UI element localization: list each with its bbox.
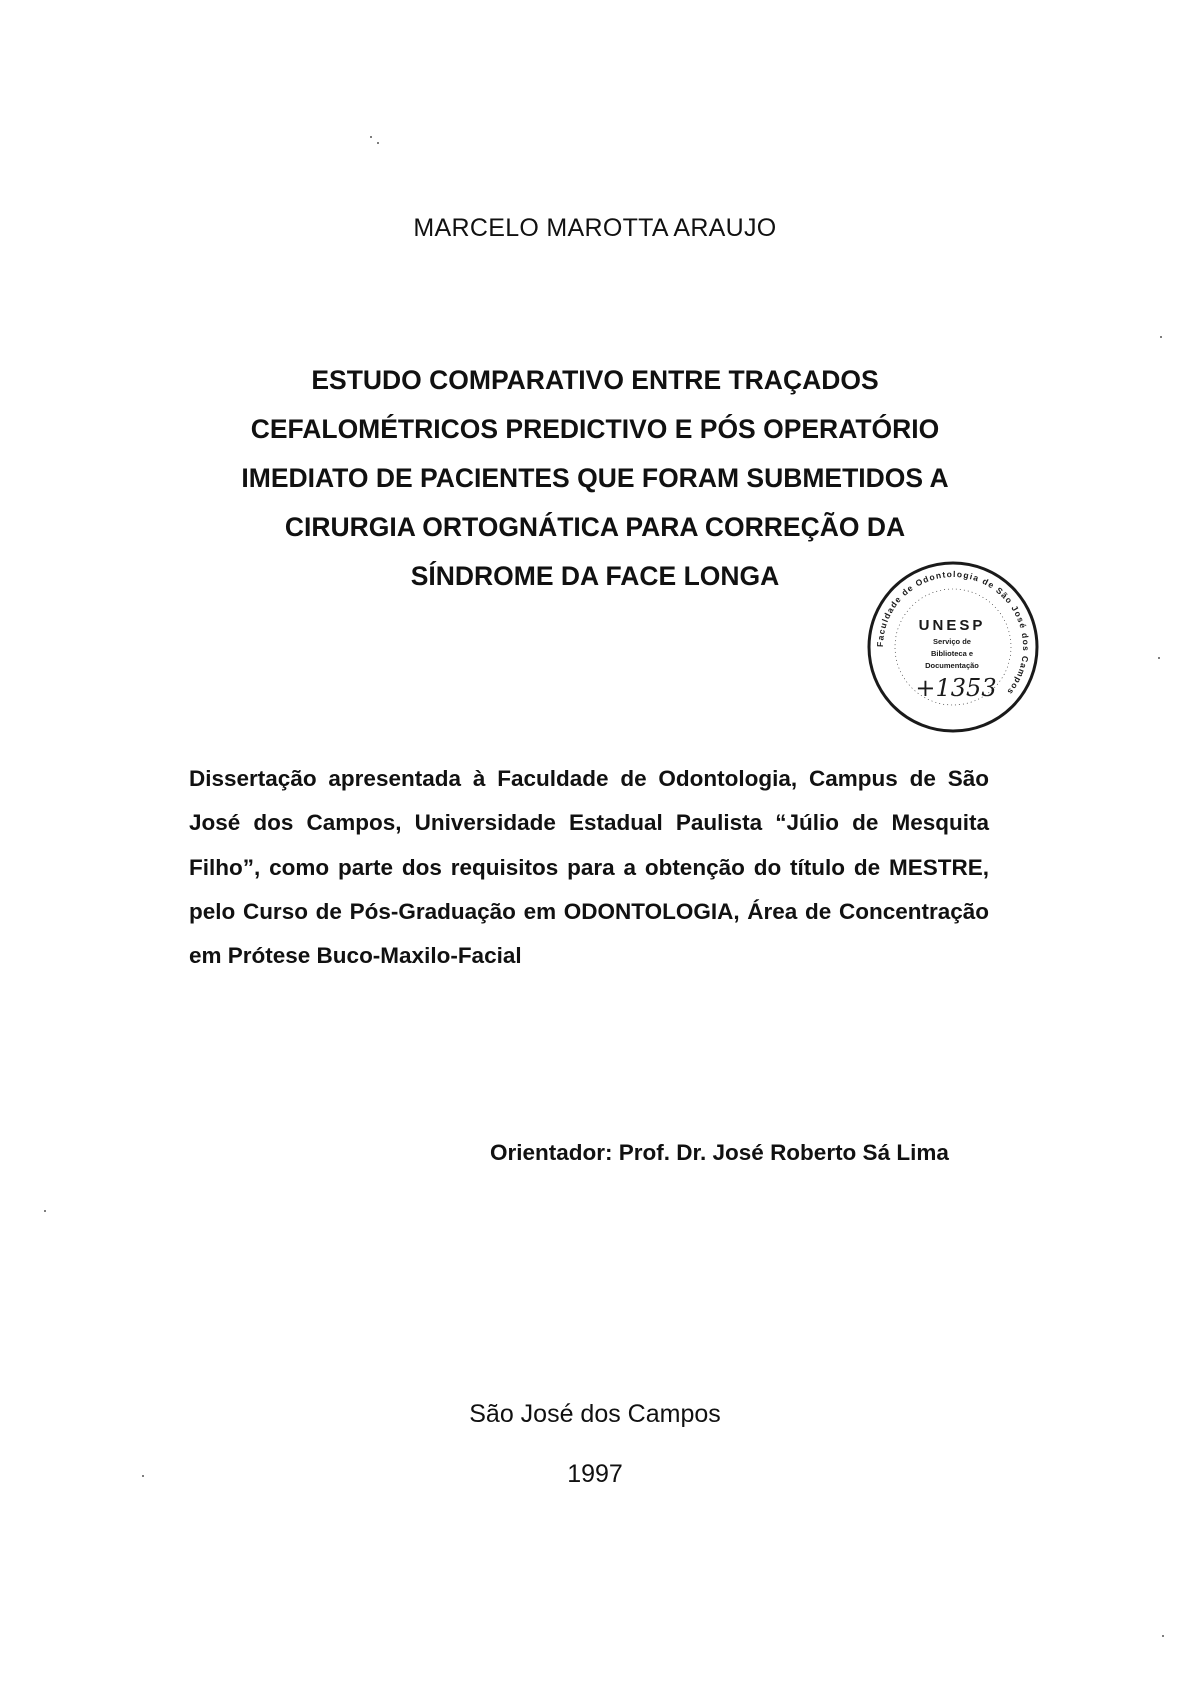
stamp-seal-icon [864,558,1042,736]
stamp-line: Serviço de [933,637,971,646]
year: 1997 [567,1460,623,1488]
stamp-line: Biblioteca e [930,649,974,658]
scan-speck [377,142,379,144]
scan-speck [44,1210,46,1212]
stamp-unesp: UNESP [918,617,986,634]
scan-speck [1162,1635,1164,1637]
library-stamp [864,558,1042,736]
city: São José dos Campos [469,1400,721,1428]
stamp-line: Documentação [925,661,979,670]
stamp-handwritten-number: +1353 [915,674,997,702]
scan-speck [1160,336,1162,338]
advisor-line: Orientador: Prof. Dr. José Roberto Sá Lima [490,1140,949,1165]
scan-speck [1158,657,1160,659]
title-line: SÍNDROME DA FACE LONGA [410,561,780,591]
scan-speck [370,136,372,138]
title-line: IMEDIATO DE PACIENTES QUE FORAM SUBMETIDOS A [241,463,949,493]
title-line: CIRURGIA ORTOGNÁTICA PARA CORREÇÃO DA [284,512,906,542]
title-line: CEFALOMÉTRICOS PREDICTIVO E PÓS OPERATÓRIO [250,414,940,444]
author-name: MARCELO MAROTTA ARAUJO [413,214,777,242]
title-line: ESTUDO COMPARATIVO ENTRE TRAÇADOS [311,365,879,395]
stamp-ring-text: Faculdade de Odontologia de São José dos Campos [874,568,1032,698]
dissertation-statement: Dissertação apresentada à Faculdade de Odontologia, Campus de São José dos Campos, Universidade Estadual Paulista “Júlio de Mesquita Filho”, como parte dos requisitos para a obtenção do título de MESTRE, pelo Curso de Pós-Graduação em ODONTOLOGIA, Área de Concentração em Prótese Buco-Maxilo-Facial [189,766,989,969]
